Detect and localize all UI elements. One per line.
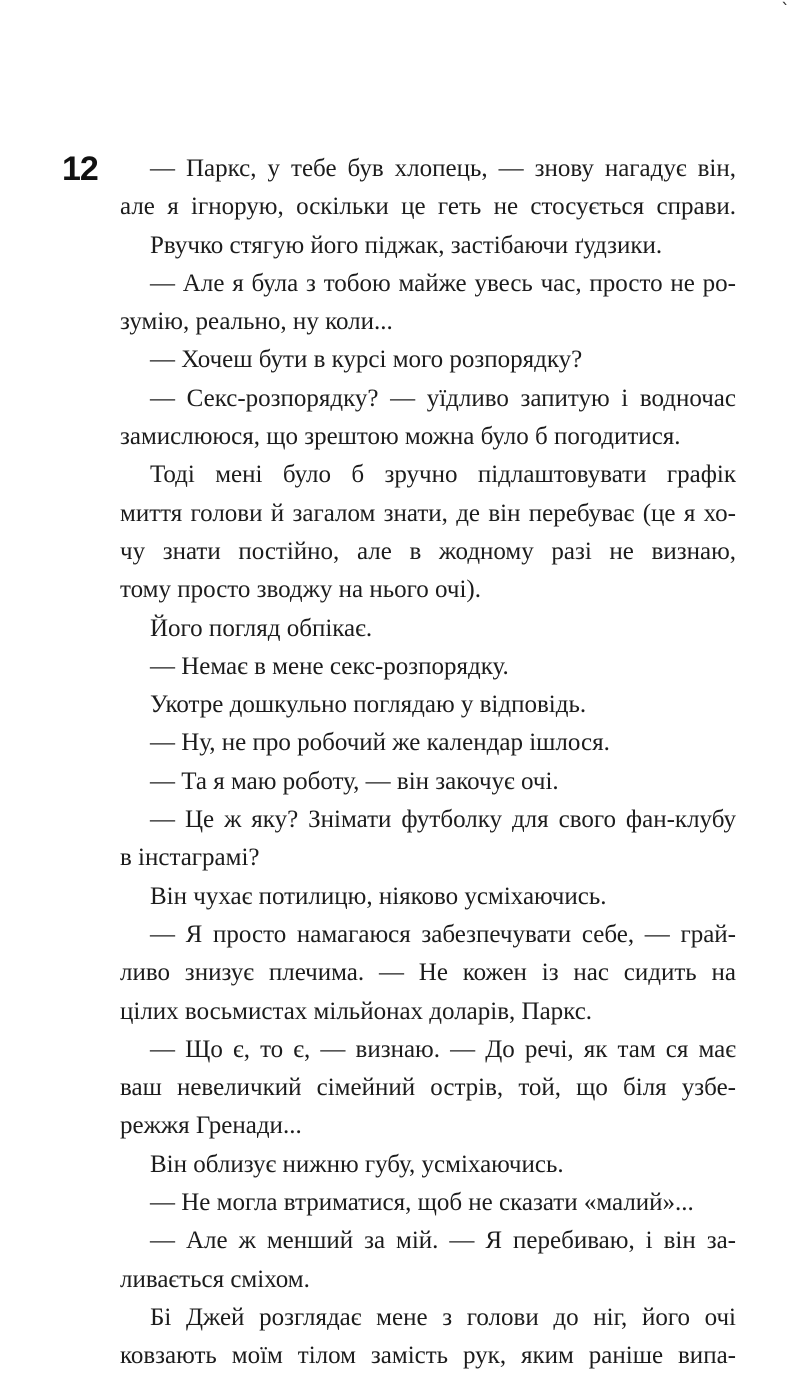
text-line: цілих восьмистах мільйонах доларів, Паркс. (120, 997, 593, 1025)
text-line: замислююся, що зрештою можна було б погодитися. (120, 423, 681, 451)
text-line: Бі Джей розглядає мене з голови до ніг, його очі (150, 1303, 736, 1331)
text-line: зумію, реально, ну коли... (120, 308, 393, 336)
text-line: — Що є, то є, — визнаю. — До речі, як там ся має (150, 1035, 736, 1063)
text-line: — Паркс, у тебе був хлопець, — знову нагадує він, (150, 155, 736, 182)
text-line: — Секс-розпорядку? — уїдливо запитую і водночас (150, 384, 736, 412)
text-line: — Це ж яку? Знімати футболку для свого фан-клубу (150, 806, 736, 834)
text-line: режжя Гренади... (120, 1112, 302, 1140)
text-line: Тоді мені було б зручно підлаштовувати графік (150, 461, 736, 489)
text-line: Укотре дошкульно поглядаю у відповідь. (150, 691, 587, 719)
page-number: 12 (62, 150, 98, 188)
text-line: Його погляд обпікає. (150, 614, 373, 642)
text-line: ваш невеличкий сімейний острів, той, що біля узбе- (120, 1074, 736, 1102)
text-line: ливо знизує плечима. — Не кожен із нас сидить на (120, 959, 736, 987)
text-line: — Але я була з тобою майже увесь час, просто не ро- (150, 269, 736, 297)
text-line: чу знати постійно, але в жодному разі не визнаю, (120, 537, 736, 565)
text-line: тому просто зводжу на нього очі). (120, 576, 481, 604)
text-line: миття голови й загалом знати, де він перебуває (це я хо- (120, 499, 736, 527)
text-line: — Немає в мене секс-розпорядку. (150, 652, 509, 680)
text-line: в інстаграмі? (120, 844, 260, 872)
text-line: Він облизує нижню губу, усміхаючись. (150, 1150, 564, 1178)
text-line: ковзають моїм тілом замість рук, яким раніше випа- (120, 1342, 736, 1370)
text-line: Рвучко стягую його піджак, застібаючи ґудзики. (150, 231, 663, 259)
text-line: Він чухає потилицю, ніяково усміхаючись. (150, 882, 607, 910)
text-line: — Ну, не про робочий же календар ішлося. (150, 729, 610, 757)
corner-mark: ` (781, 0, 790, 21)
body-text (120, 150, 736, 1376)
text-line: — Та я маю роботу, — він закочує очі. (150, 767, 559, 795)
text-line: — Але ж менший за мій. — Я перебиваю, і він за- (150, 1227, 736, 1255)
text-line: ливається сміхом. (120, 1265, 310, 1293)
text-line: але я ігнорую, оскільки це геть не стосується справи. (120, 193, 736, 221)
text-line: — Я просто намагаюся забезпечувати себе, — грай- (150, 920, 736, 948)
text-line: — Не могла втриматися, щоб не сказати «малий»... (150, 1189, 694, 1217)
text-line: — Хочеш бути в курсі мого розпорядку? (150, 346, 583, 374)
